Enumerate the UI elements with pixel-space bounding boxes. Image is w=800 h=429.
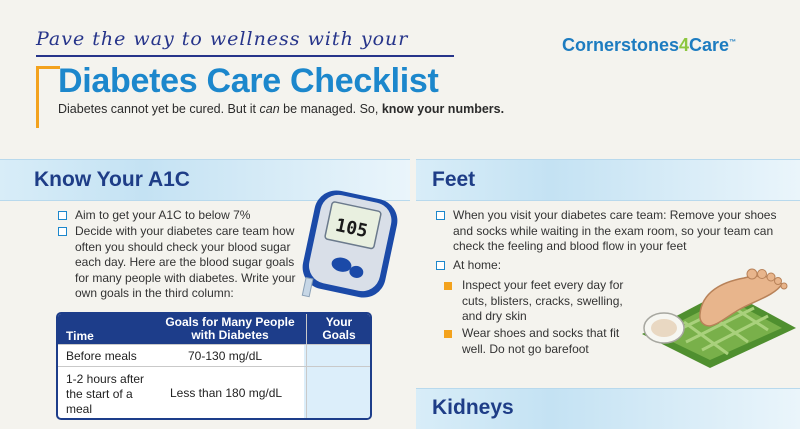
- orange-square-bullet-icon: [444, 282, 452, 290]
- feet-bullet-1-text: When you visit your diabetes care team: Remove your shoes and socks while waiting in the exam room, so your team can check the feeling and blood flow in your feet: [453, 208, 777, 253]
- tagline: Pave the way to wellness with your: [36, 28, 409, 50]
- feet-sub-bullet-2-text: Wear shoes and socks that fit well. Do not go barefoot: [462, 326, 620, 356]
- feet-bullet-2: [436, 258, 636, 274]
- meter-reading: 105: [333, 214, 370, 243]
- glucose-meter-icon: [300, 186, 410, 306]
- page-title: Diabetes Care Checklist: [58, 62, 439, 100]
- orange-corner-bracket: [36, 66, 60, 128]
- a1c-bullet-2-text: Decide with your diabetes care team how often you should check your blood sugar each day. Here are the blood sugar goals for many people with diabetes. Write your own goals in the third column:: [75, 224, 296, 300]
- subtitle-text: Diabetes cannot yet be cured. But it: [58, 102, 260, 116]
- kidneys-section-title: Kidneys: [432, 396, 514, 419]
- page-subtitle: [58, 102, 504, 116]
- feet-sub-bullet-2: [444, 326, 634, 357]
- blood-sugar-goals-table: [56, 312, 372, 420]
- header-your-goals: Your Goals: [322, 315, 356, 342]
- a1c-bullet-1: [58, 208, 298, 224]
- feet-section-title: Feet: [432, 168, 476, 191]
- feet-sub-bullet-1: [444, 278, 634, 325]
- row-time: 1-2 hours after the start of a meal: [66, 372, 145, 416]
- feet-bullet-2-text: At home:: [453, 258, 502, 272]
- brand-logo: [562, 35, 736, 56]
- a1c-section-title: Know Your A1C: [34, 168, 190, 191]
- checkbox-bullet-icon: [58, 211, 67, 220]
- checkbox-bullet-icon: [436, 261, 445, 270]
- brand-trademark: ™: [729, 39, 737, 46]
- table-row: [58, 344, 372, 366]
- checkbox-bullet-icon: [58, 227, 67, 236]
- a1c-bullet-1-text: Aim to get your A1C to below 7%: [75, 208, 251, 222]
- a1c-bullet-2: [58, 224, 310, 302]
- checkbox-bullet-icon: [436, 211, 445, 220]
- brand-text-number: 4: [679, 35, 690, 55]
- table-header: [58, 314, 372, 344]
- header-time: Time: [66, 329, 94, 343]
- subtitle-text-mid: be managed. So,: [279, 102, 382, 116]
- row-goal: Less than 180 mg/dL: [170, 386, 283, 400]
- header-goals: Goals for Many People with Diabetes: [165, 315, 295, 342]
- brand-text-main: Cornerstones: [562, 35, 680, 55]
- orange-square-bullet-icon: [444, 330, 452, 338]
- subtitle-emphasis: can: [259, 102, 280, 116]
- brand-text-end: Care: [689, 35, 730, 55]
- subtitle-bold: know your numbers.: [381, 102, 505, 116]
- table-row: [58, 366, 372, 420]
- row-time: Before meals: [66, 349, 137, 363]
- tagline-underline: [36, 55, 454, 57]
- feet-sub-bullet-1-text: Inspect your feet every day for cuts, blisters, cracks, swelling, and dry skin: [462, 278, 624, 323]
- feet-on-towel-icon: [636, 242, 798, 368]
- row-goal: 70-130 mg/dL: [188, 349, 263, 363]
